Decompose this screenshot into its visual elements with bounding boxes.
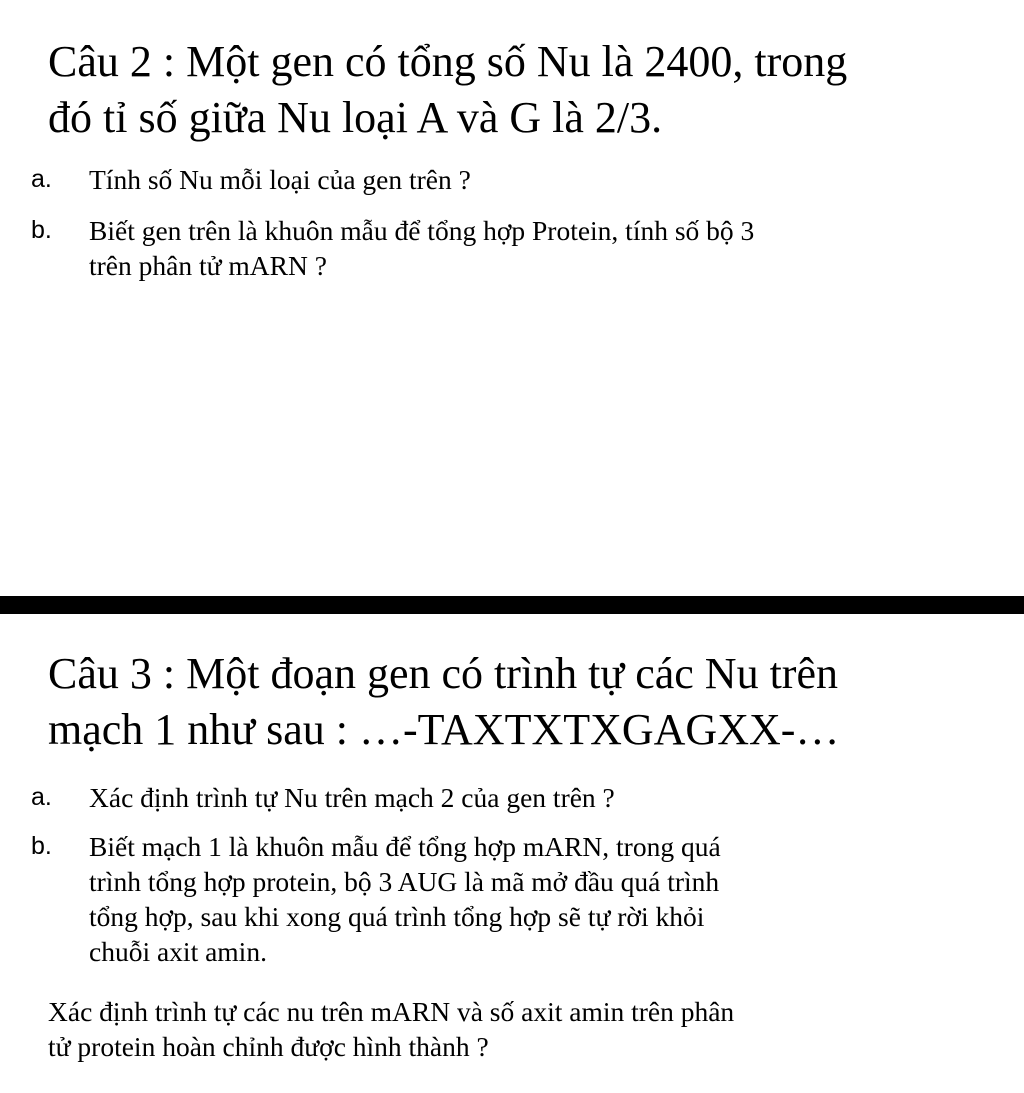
question-3-final-line-2: tử protein hoàn chỉnh được hình thành ? <box>48 1031 489 1062</box>
question-3-part-b <box>31 829 721 969</box>
question-2-part-a <box>31 162 471 197</box>
question-3-panel <box>0 614 1024 1093</box>
question-2-part-b-line-2: trên phân tử mARN ? <box>89 250 327 281</box>
question-3-part-b-line-3: tổng hợp, sau khi xong quá trình tổng hợp sẽ tự rời khỏi <box>89 901 705 932</box>
question-3-title <box>48 646 839 758</box>
part-b-marker: b. <box>31 216 52 244</box>
question-2-part-b <box>31 213 754 283</box>
question-3-title-line-2: mạch 1 như sau : …-TAXTXTXGAGXX-… <box>48 705 840 754</box>
question-3-part-a-text: Xác định trình tự Nu trên mạch 2 của gen trên ? <box>89 782 615 813</box>
question-2-title-line-2: đó tỉ số giữa Nu loại A và G là 2/3. <box>48 93 663 142</box>
part-a-marker: a. <box>31 165 52 193</box>
question-3-final-line-1: Xác định trình tự các nu trên mARN và số axit amin trên phân <box>48 996 735 1027</box>
question-3-final-question <box>48 994 734 1064</box>
question-2-title-line-1: Câu 2 : Một gen có tổng số Nu là 2400, trong <box>48 37 848 86</box>
question-3-part-b-line-2: trình tổng hợp protein, bộ 3 AUG là mã mở đầu quá trình <box>89 866 720 897</box>
question-2-part-a-text: Tính số Nu mỗi loại của gen trên ? <box>89 164 471 195</box>
question-3-part-b-line-4: chuỗi axit amin. <box>89 936 267 967</box>
section-divider <box>0 596 1024 614</box>
part-b-marker: b. <box>31 832 52 860</box>
part-a-marker: a. <box>31 783 52 811</box>
question-3-part-b-line-1: Biết mạch 1 là khuôn mẫu để tổng hợp mARN, trong quá <box>89 831 721 862</box>
question-2-title <box>48 34 847 146</box>
question-3-part-a <box>31 780 615 815</box>
question-3-title-line-1: Câu 3 : Một đoạn gen có trình tự các Nu trên <box>48 649 838 698</box>
question-2-part-b-line-1: Biết gen trên là khuôn mẫu để tổng hợp Protein, tính số bộ 3 <box>89 215 755 246</box>
